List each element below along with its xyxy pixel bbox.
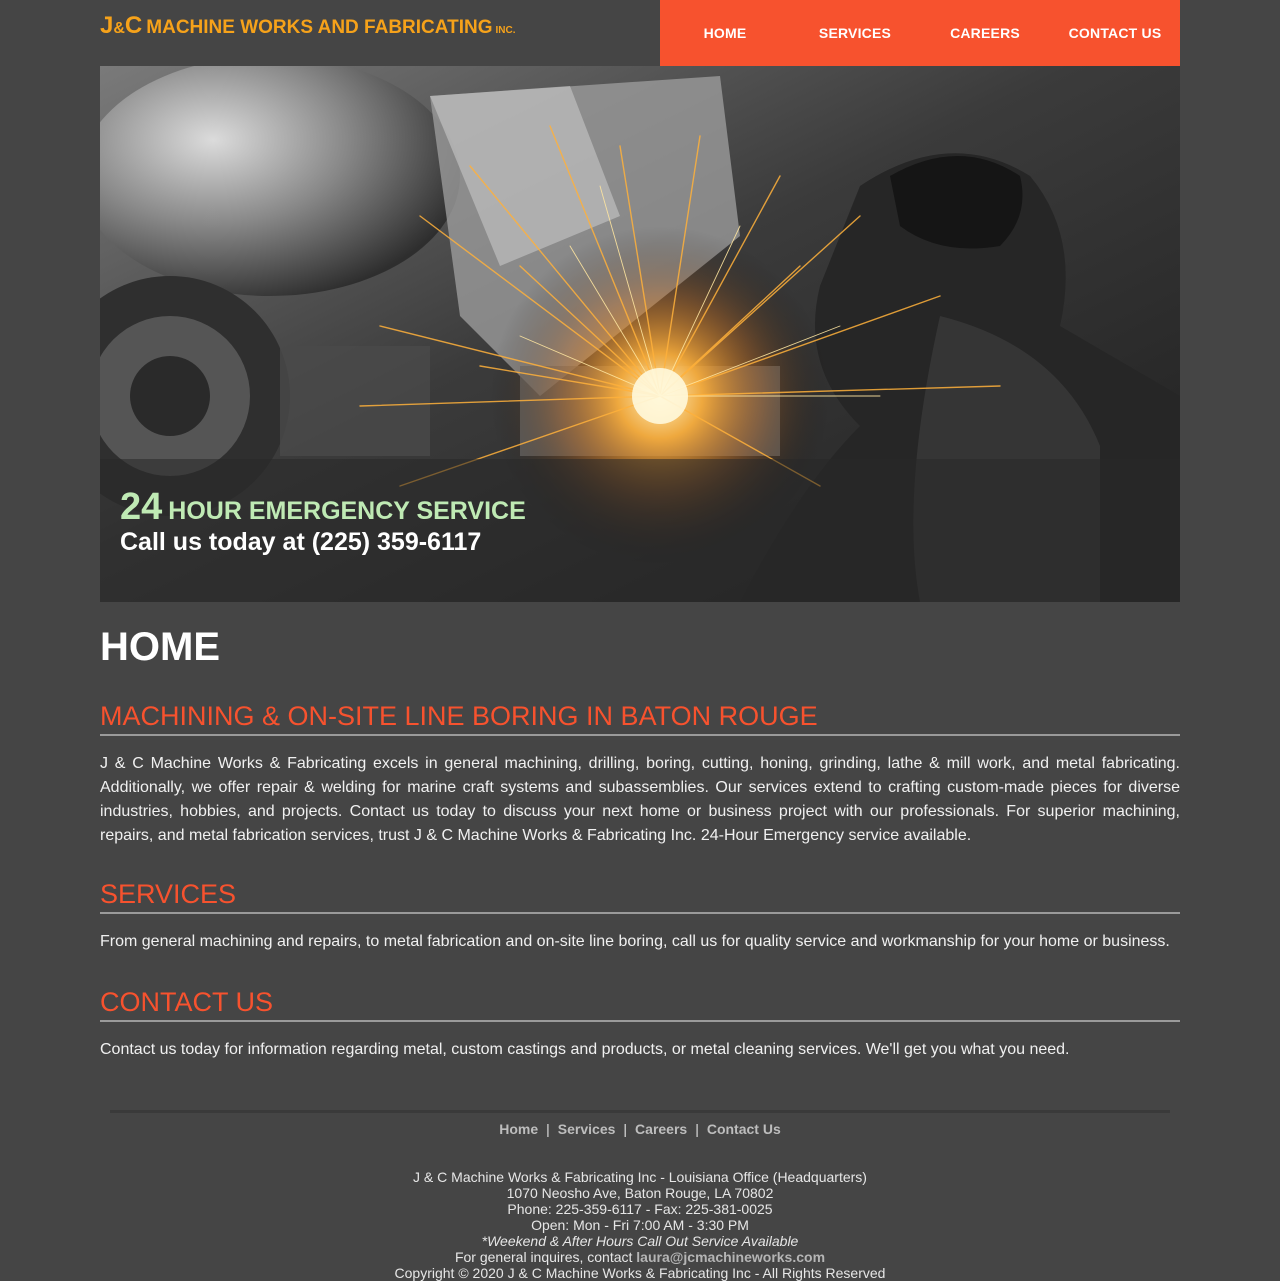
section-heading-contact: CONTACT US — [100, 986, 1180, 1022]
footer-separator: | — [623, 1121, 628, 1137]
footer-nav — [100, 1121, 1180, 1137]
footer-phone: Phone: 225-359-6117 - Fax: 225-381-0025 — [507, 1201, 773, 1217]
logo-j: J — [100, 12, 114, 39]
footer-link-contact-us[interactable]: Contact Us — [706, 1121, 781, 1137]
logo-ampersand: & — [113, 20, 125, 37]
site-logo[interactable] — [100, 12, 515, 40]
section-heading-machining: MACHINING & ON-SITE LINE BORING IN BATON ROUGE — [100, 700, 1180, 736]
nav-home[interactable]: HOME — [703, 25, 747, 41]
section-text-machining: J & C Machine Works & Fabricating excels in general machining, drilling, boring, cutting, honing, grinding, lathe & mill work, and metal fabricating. Additionally, we offer repair & welding for marine craft systems and subassemblies. Our services extend to crafting custom-made pieces for diverse industries, hobbies, and projects. Contact us today to discuss your next home or business project with our professionals. For superior machining, repairs, and metal fabrication services, trust J & C Machine Works & Fabricating Inc. 24-Hour Emergency service available. — [100, 755, 1180, 844]
footer-email-link[interactable]: laura@jcmachineworks.com — [636, 1249, 826, 1265]
footer-weekend-note: *Weekend & After Hours Call Out Service Available — [481, 1233, 799, 1249]
footer-hours: Open: Mon - Fri 7:00 AM - 3:30 PM — [531, 1217, 749, 1233]
footer-inquiries — [100, 1249, 1180, 1265]
footer-separator: | — [695, 1121, 699, 1137]
footer-company: J & C Machine Works & Fabricating Inc - Louisiana Office (Headquarters) — [413, 1169, 867, 1185]
footer-inquiries-text: For general inquires, contact — [454, 1249, 633, 1265]
footer-separator: | — [546, 1121, 550, 1137]
section-text-services: From general machining and repairs, to metal fabrication and on-site line boring, call us for quality service and workmanship for your home or business. — [100, 933, 1170, 950]
emergency-number: 24 — [120, 486, 163, 528]
call-to-action: Call us today at (225) 359-6117 — [120, 528, 482, 556]
emergency-text: HOUR EMERGENCY SERVICE — [168, 497, 526, 525]
site-header — [100, 0, 1180, 66]
footer-copyright: Copyright © 2020 J & C Machine Works & Fabricating Inc - All Rights Reserved — [394, 1265, 886, 1281]
logo-name: MACHINE WORKS AND FABRICATING — [146, 17, 493, 38]
nav-careers[interactable]: CAREERS — [950, 25, 1020, 41]
section-text-contact: Contact us today for information regarding metal, custom castings and products, or metal cleaning services. We'll get you what you need. — [100, 1041, 1070, 1058]
footer-link-careers[interactable]: Careers — [635, 1121, 688, 1137]
footer-address: 1070 Neosho Ave, Baton Rouge, LA 70802 — [506, 1185, 774, 1201]
page-title: HOME — [100, 625, 220, 669]
section-heading-services: SERVICES — [100, 878, 1180, 914]
page-wrapper — [100, 0, 1180, 1281]
logo-c: C — [124, 12, 143, 39]
nav-contact-us[interactable]: CONTACT US — [1068, 25, 1162, 41]
logo-inc: INC. — [495, 25, 516, 36]
footer-link-services[interactable]: Services — [557, 1121, 616, 1137]
footer-company-info — [100, 1169, 1180, 1281]
nav-services[interactable]: SERVICES — [818, 25, 892, 41]
footer-link-home[interactable]: Home — [499, 1121, 539, 1137]
main-nav — [660, 0, 1180, 66]
emergency-banner — [120, 486, 526, 529]
hero-banner — [100, 66, 1180, 602]
footer-divider — [110, 1110, 1170, 1113]
